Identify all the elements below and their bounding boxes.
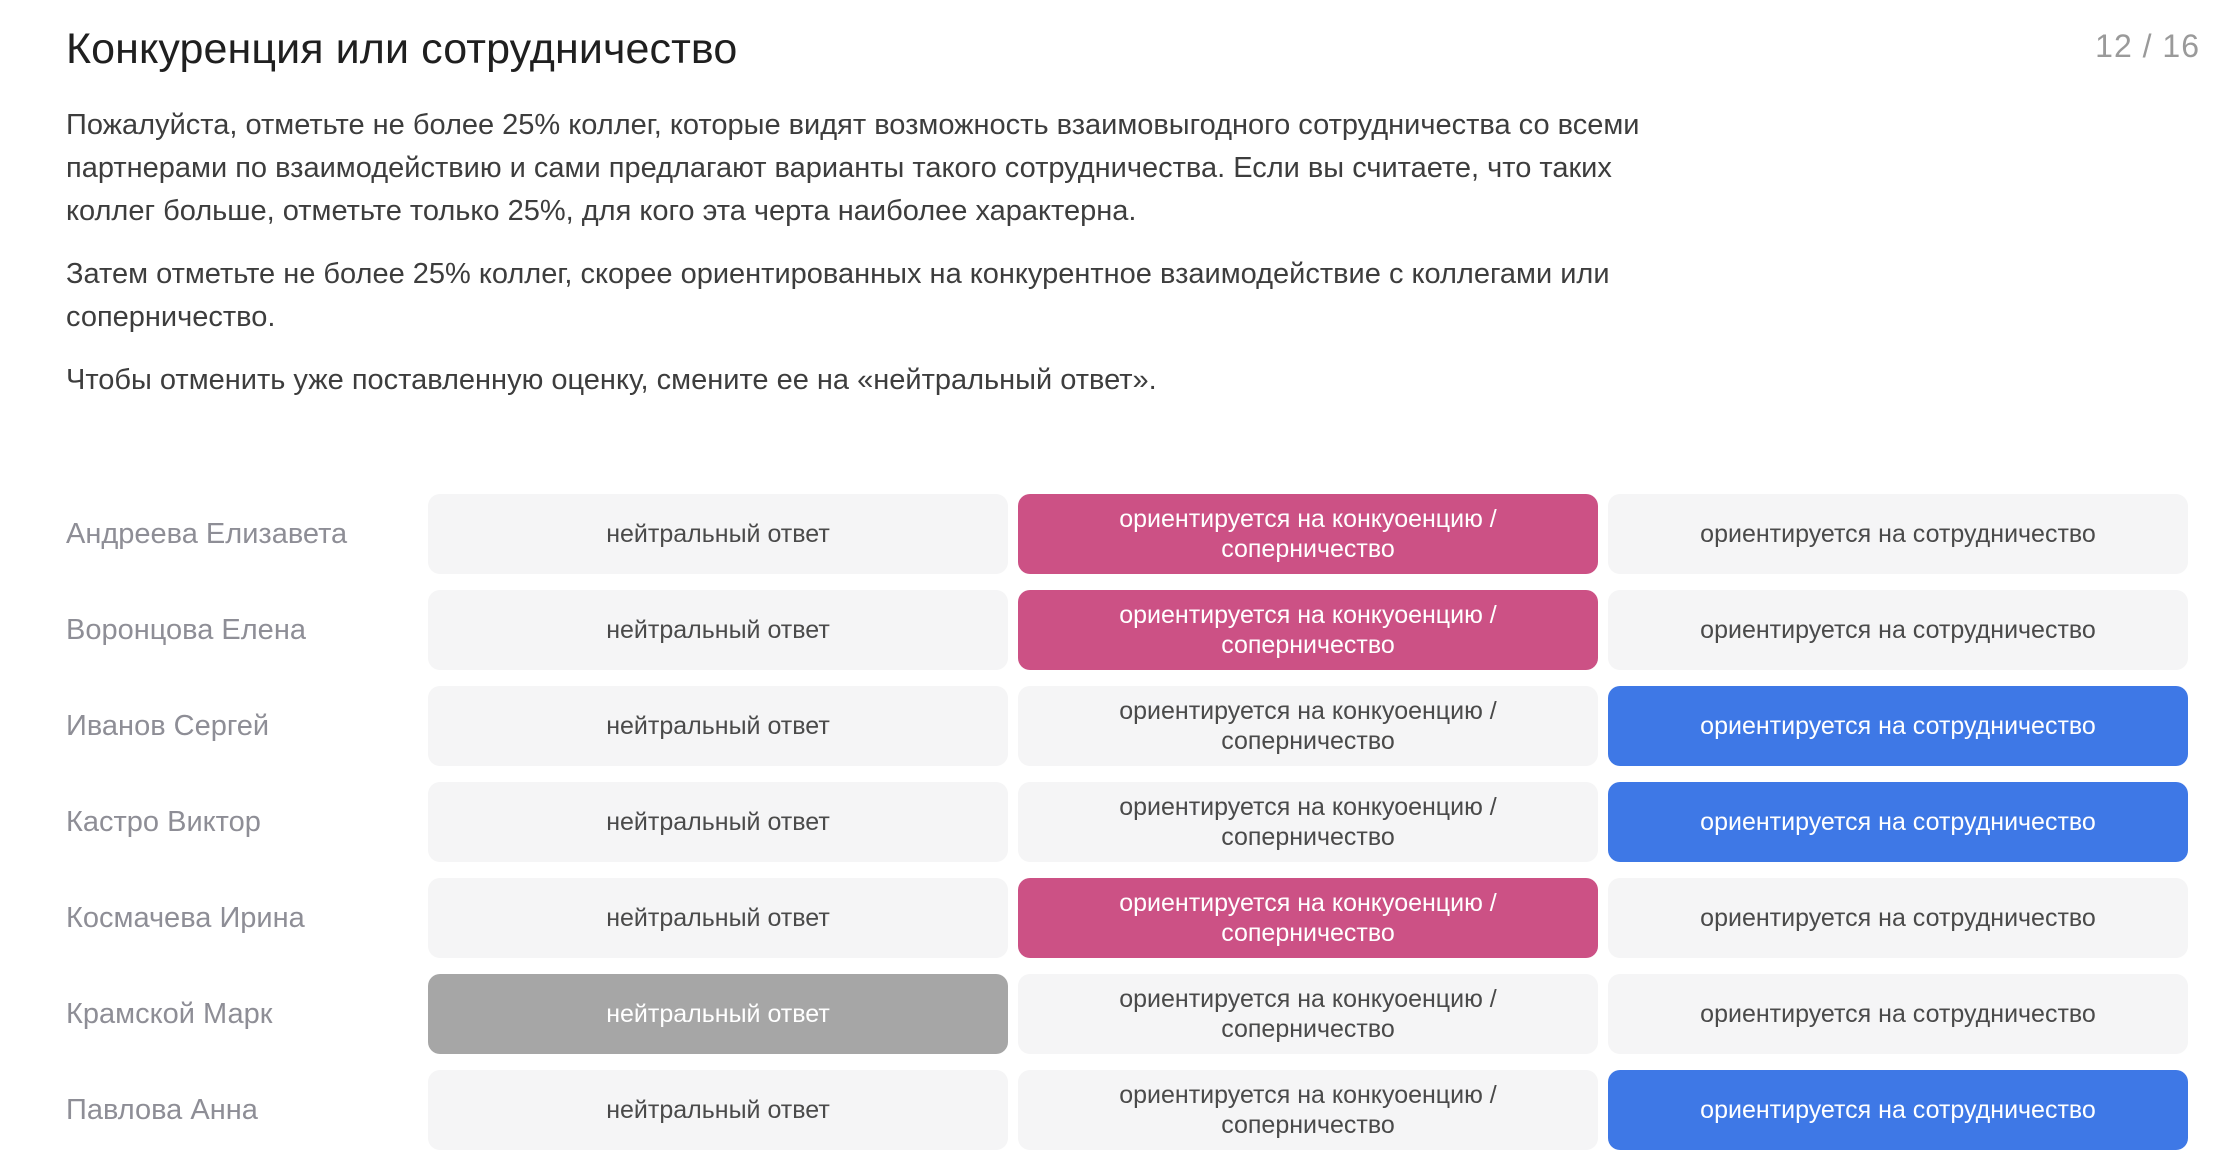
choice-label: нейтральный ответ	[606, 904, 830, 932]
neutral-answer-button[interactable]	[428, 494, 1008, 574]
choice-label: ориентируется на конкуоенцию / соперничество	[1119, 601, 1497, 659]
rating-row	[66, 1070, 2186, 1150]
choice-label: ориентируется на конкуоенцию / соперничество	[1119, 889, 1497, 947]
page-counter: 12 / 16	[2095, 28, 2200, 64]
competition-answer-button[interactable]	[1018, 686, 1598, 766]
competition-answer-button[interactable]	[1018, 782, 1598, 862]
choice-label: ориентируется на сотрудничество	[1700, 1096, 2096, 1124]
competition-answer-button[interactable]	[1018, 974, 1598, 1054]
cooperation-answer-button[interactable]	[1608, 590, 2188, 670]
page-title: Конкуренция или сотрудничество	[66, 25, 738, 73]
cooperation-answer-button[interactable]	[1608, 974, 2188, 1054]
choice-label: нейтральный ответ	[606, 616, 830, 644]
instruction-paragraph: Пожалуйста, отметьте не более 25% коллег, которые видят возможность взаимовыгодного сотрудничества со всеми партнерами по взаимодействию и сами предлагают варианты такого сотрудничества. Если вы считаете, что таких коллег больше, отметьте только 25%, для кого эта черта наиболее характерна.	[66, 109, 1640, 227]
choice-group	[428, 590, 2188, 670]
rating-row	[66, 782, 2186, 862]
colleague-name: Воронцова Елена	[66, 614, 306, 646]
choice-group	[428, 974, 2188, 1054]
rating-row	[66, 974, 2186, 1054]
cooperation-answer-button[interactable]	[1608, 1070, 2188, 1150]
choice-label: ориентируется на сотрудничество	[1700, 520, 2096, 548]
choice-label: ориентируется на сотрудничество	[1700, 1000, 2096, 1028]
choice-label: нейтральный ответ	[606, 808, 830, 836]
instruction-paragraph: Чтобы отменить уже поставленную оценку, смените ее на «нейтральный ответ».	[66, 364, 1157, 396]
choice-label: нейтральный ответ	[606, 1000, 830, 1028]
colleague-name: Космачева Ирина	[66, 902, 305, 934]
choice-label: нейтральный ответ	[606, 712, 830, 740]
choice-label: ориентируется на конкуоенцию / соперничество	[1119, 793, 1497, 851]
cooperation-answer-button[interactable]	[1608, 686, 2188, 766]
neutral-answer-button[interactable]	[428, 782, 1008, 862]
colleague-name: Андреева Елизавета	[66, 518, 348, 550]
choice-label: нейтральный ответ	[606, 1096, 830, 1124]
rating-row	[66, 590, 2186, 670]
rating-row	[66, 494, 2186, 574]
neutral-answer-button[interactable]	[428, 1070, 1008, 1150]
choice-label: ориентируется на конкуоенцию / соперничество	[1119, 985, 1497, 1043]
cooperation-answer-button[interactable]	[1608, 878, 2188, 958]
cooperation-answer-button[interactable]	[1608, 494, 2188, 574]
choice-label: ориентируется на конкуоенцию / соперничество	[1119, 1081, 1497, 1139]
competition-answer-button[interactable]	[1018, 1070, 1598, 1150]
choice-group	[428, 1070, 2188, 1150]
colleague-name: Крамской Марк	[66, 998, 273, 1030]
choice-group	[428, 878, 2188, 958]
choice-label: ориентируется на сотрудничество	[1700, 616, 2096, 644]
rating-row	[66, 686, 2186, 766]
choice-label: ориентируется на конкуоенцию / соперничество	[1119, 697, 1497, 755]
choice-label: ориентируется на сотрудничество	[1700, 712, 2096, 740]
neutral-answer-button[interactable]	[428, 878, 1008, 958]
competition-answer-button[interactable]	[1018, 590, 1598, 670]
choice-group	[428, 782, 2188, 862]
choice-label: ориентируется на сотрудничество	[1700, 904, 2096, 932]
choice-label: ориентируется на сотрудничество	[1700, 808, 2096, 836]
cooperation-answer-button[interactable]	[1608, 782, 2188, 862]
competition-answer-button[interactable]	[1018, 878, 1598, 958]
competition-answer-button[interactable]	[1018, 494, 1598, 574]
rating-row	[66, 878, 2186, 958]
colleague-name: Иванов Сергей	[66, 710, 270, 742]
instruction-paragraph: Затем отметьте не более 25% коллег, скорее ориентированных на конкурентное взаимодействие с коллегами или соперничество.	[66, 258, 1610, 333]
colleague-name: Павлова Анна	[66, 1094, 258, 1126]
neutral-answer-button[interactable]	[428, 590, 1008, 670]
choice-label: ориентируется на конкуоенцию / соперничество	[1119, 505, 1497, 563]
neutral-answer-button[interactable]	[428, 974, 1008, 1054]
colleague-name: Кастро Виктор	[66, 806, 261, 838]
choice-label: нейтральный ответ	[606, 520, 830, 548]
choice-group	[428, 494, 2188, 574]
neutral-answer-button[interactable]	[428, 686, 1008, 766]
instructions	[66, 104, 1676, 422]
rating-grid	[66, 494, 2186, 1166]
choice-group	[428, 686, 2188, 766]
